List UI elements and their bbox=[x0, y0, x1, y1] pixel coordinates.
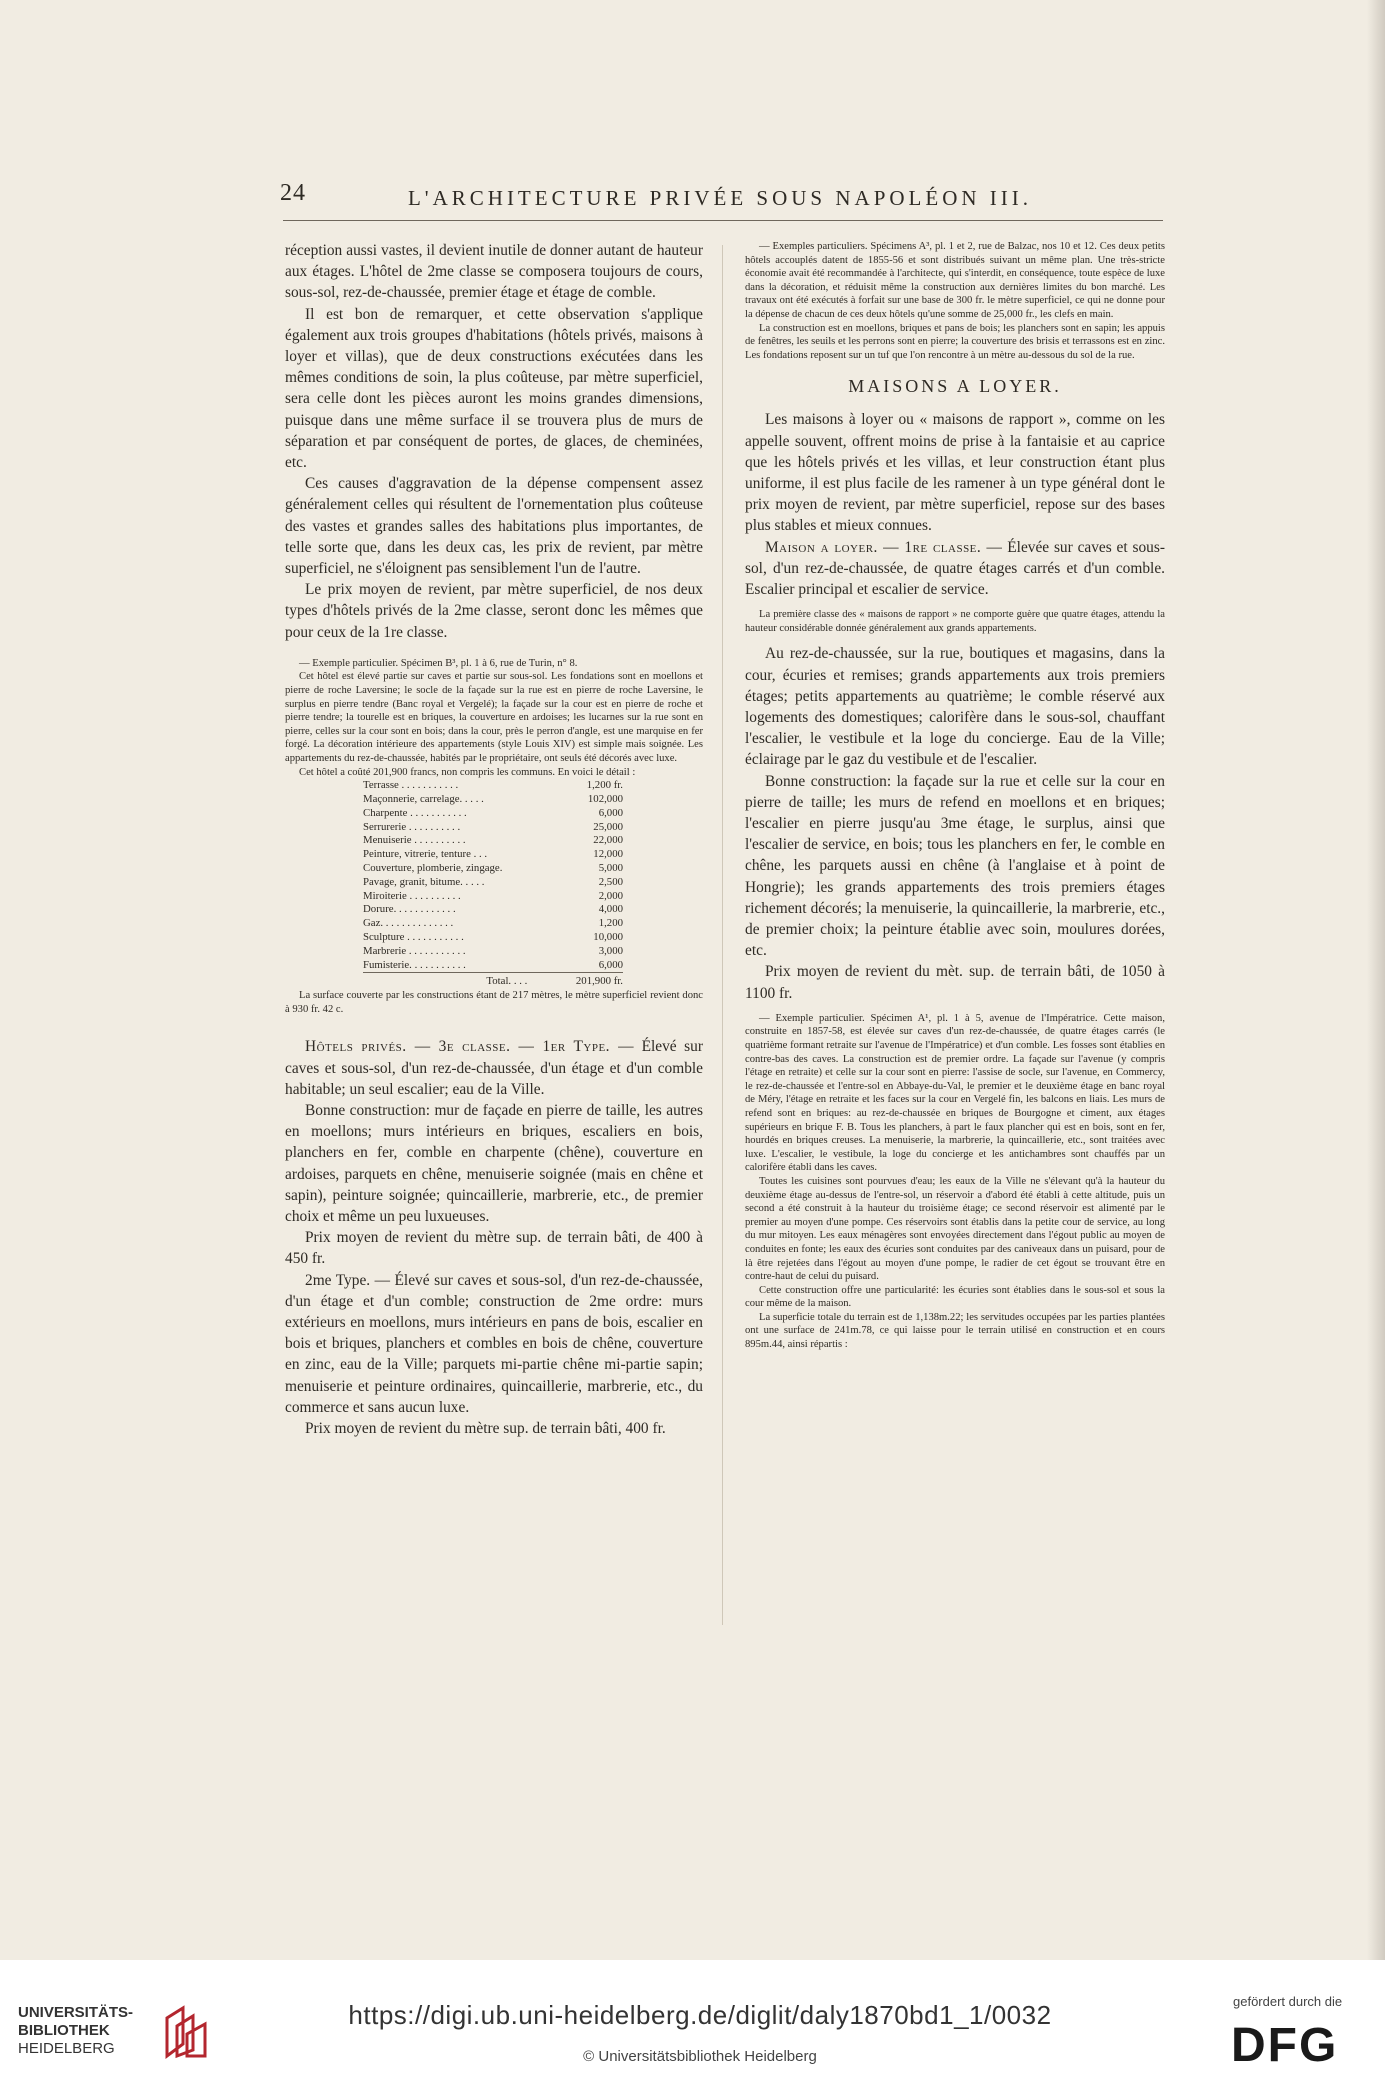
paragraph: Au rez-de-chaussée, sur la rue, boutiques et magasins, dans la cour, écuries et remises; grands appartements aux trois premiers étages; petits appartements au quatrième; le comble réservé aux logements des domestiques; calorifère dans le sous-sol, chauffant l'escalier, le vestibule et la loge du concierge. Eau de la Ville; éclairage par le gaz du vestibule et de l'escalier. bbox=[745, 645, 1165, 769]
cost-item-label: Serrurerie . . . . . . . . . . bbox=[363, 820, 461, 833]
library-name bbox=[18, 2004, 133, 2058]
cost-row bbox=[363, 917, 623, 931]
page-header bbox=[280, 180, 1160, 216]
library-emblem-icon bbox=[163, 2004, 209, 2060]
cost-row bbox=[363, 959, 623, 973]
example-note: Cette construction offre une particularité: les écuries sont établies dans le sous-sol et sous la cour même de la maison. bbox=[745, 1284, 1165, 1310]
column-divider bbox=[722, 245, 723, 1625]
cost-item-label: Couverture, plomberie, zingage. bbox=[363, 861, 503, 874]
example-note: Cet hôtel est élevé partie sur caves et partie sur sous-sol. Les fondations sont en moellons et pierre de roche Laversine; le socle de la façade sur la rue est en pierre de roche Laversine, le surplus en pierre tendre (Banc royal et Vergelé); la façade sur la cour est en pierre de roche et pierre tendre; la tourelle est en briques, la couverture en ardoises; les lucarnes sur la rue sont en pierre, celles sur la cour sont en bois; dans la cour, près le perron d'angle, est une marquise en fer forgé. La décoration intérieure des appartements (style Louis XIV) est simple mais soignée. Les appartements du rez-de-chaussée, habités par le propriétaire, ont seuls été décorés avec luxe. bbox=[285, 671, 703, 765]
header-rule bbox=[283, 220, 1163, 221]
section-lead: Maison a loyer. — 1re classe. — bbox=[765, 538, 1003, 556]
example-note: La première classe des « maisons de rapport » ne comporte guère que quatre étages, attendu la hauteur considérable donnée généralement aux grands appartements. bbox=[745, 609, 1165, 634]
paragraph: Les maisons à loyer ou « maisons de rapport », comme on les appelle souvent, offrent moins de prise à la fantaisie et au caprice que les hôtels privés et les villas, et leur construction étant plus uniforme, il est plus facile de les ramener à un type général dont le prix moyen de revient, par mètre superficiel, repose sur des bases plus stables et mieux connues. bbox=[745, 411, 1165, 535]
cost-row bbox=[363, 931, 623, 945]
viewer-footer bbox=[0, 1960, 1385, 2076]
document-url-link[interactable]: https://digi.ub.uni-heidelberg.de/diglit/daly1870bd1_1/0032 bbox=[348, 2000, 1052, 2030]
cost-item-amount: 6,000 bbox=[598, 806, 623, 819]
cost-item-label: Charpente . . . . . . . . . . . bbox=[363, 806, 467, 819]
paragraph bbox=[745, 537, 1165, 601]
cost-total-amount: 201,900 fr. bbox=[557, 973, 623, 989]
cost-item-label: Peinture, vitrerie, tenture . . . bbox=[363, 848, 488, 861]
cost-row bbox=[363, 779, 623, 793]
paragraph: 2me Type. — Élevé sur caves et sous-sol, d'un rez-de-chaussée, d'un étage et d'un comble; construction de 2me ordre: murs extérieurs en moellons, murs intérieurs en pans de bois, escalier en bois et briques, planchers et combles en bois de chêne, couverture en zinc, eau de la Ville; parquets mi-partie chêne mi-partie sapin; menuiserie et peinture ordinaires, quincaillerie, marbrerie, etc., du commerce et sans aucun luxe. bbox=[285, 1271, 703, 1416]
library-name-line: HEIDELBERG bbox=[18, 2040, 115, 2057]
cost-item-amount: 10,000 bbox=[593, 930, 623, 943]
paragraph: Prix moyen de revient du mètre sup. de terrain bâti, 400 fr. bbox=[305, 1420, 666, 1437]
cost-row bbox=[363, 876, 623, 890]
paragraph-text: Élevé sur caves et sous-sol, d'un rez-de-chaussée, d'un étage et d'un comble habitable; un seul escalier; eau de la Ville. bbox=[285, 1038, 703, 1098]
cost-item-label: Miroiterie . . . . . . . . . . bbox=[363, 889, 461, 902]
library-name-line: UNIVERSITÄTS- bbox=[18, 2004, 134, 2021]
cost-row bbox=[363, 945, 623, 959]
example-note: La superficie totale du terrain est de 1,138m.22; les servitudes occupées par les parties plantées ont une surface de 241m.78, ce qui laisse pour le terrain utilisé en construction et en cours 895m.44, ainsi répartis : bbox=[745, 1311, 1165, 1351]
example-note: Toutes les cuisines sont pourvues d'eau; les eaux de la Ville ne s'élevant qu'à la hauteur du deuxième étage au-dessus de l'entre-sol, un réservoir a d'abord été établi à cette altitude, puis un second a été construit à la hauteur du troisième étage; ce second réservoir est alimenté par le premier au moyen d'une pompe. Ces réservoirs sont établis dans la petite cour de service, au long du mur mitoyen. Les eaux ménagères sont envoyées directement dans l'égout public au moyen de conduites en fonte; les eaux des écuries sont conduites par des caniveaux dans un puisard, pour de là être rejetées dans l'égout au moyen d'une pompe, le radier de cet égout se trouvant être en contre-haut de celui du puisard. bbox=[745, 1175, 1165, 1283]
cost-item-amount: 12,000 bbox=[593, 848, 623, 861]
cost-item-amount: 3,000 bbox=[598, 944, 623, 957]
example-note: Cet hôtel a coûté 201,900 francs, non compris les communs. En voici le détail : bbox=[299, 766, 636, 778]
cost-item-label: Pavage, granit, bitume. . . . . bbox=[363, 875, 485, 888]
cost-total-row bbox=[363, 973, 623, 989]
cost-item-label: Fumisterie. . . . . . . . . . . bbox=[363, 958, 466, 971]
left-column bbox=[285, 240, 703, 1660]
cost-item-amount: 2,000 bbox=[598, 889, 623, 902]
cost-row bbox=[363, 903, 623, 917]
cost-item-label: Sculpture . . . . . . . . . . . bbox=[363, 930, 464, 943]
cost-row bbox=[363, 848, 623, 862]
paragraph bbox=[285, 1036, 703, 1100]
paragraph: Prix moyen de revient du mètre sup. de terrain bâti, de 400 à 450 fr. bbox=[285, 1229, 703, 1268]
cost-item-amount: 4,000 bbox=[598, 903, 623, 916]
section-heading: MAISONS A LOYER. bbox=[848, 376, 1062, 397]
library-logo[interactable] bbox=[18, 2004, 208, 2064]
cost-item-amount: 1,200 fr. bbox=[586, 779, 623, 792]
example-note: — Exemple particulier. Spécimen B³, pl. 1 à 6, rue de Turin, n° 8. bbox=[299, 657, 578, 669]
cost-item-amount: 6,000 bbox=[598, 958, 623, 971]
example-note: La surface couverte par les constructions étant de 217 mètres, le mètre superficiel revient donc à 930 fr. 42 c. bbox=[285, 990, 703, 1015]
cost-item-amount: 22,000 bbox=[593, 834, 623, 847]
cost-row bbox=[363, 862, 623, 876]
cost-item-label: Gaz. . . . . . . . . . . . . . bbox=[363, 917, 454, 930]
cost-item-amount: 2,500 bbox=[598, 875, 623, 888]
example-note: — Exemples particuliers. Spécimens A³, pl. 1 et 2, rue de Balzac, nos 10 et 12. Ces deux petits hôtels accouplés datent de 1855-56 et sont distribués suivant un même plan. Une très-stricte économie avait été recommandée à l'architecte, qui s'interdit, en conséquence, toute espèce de luxe dans la décoration, et réduisit même la construction aux dernières limites du bon marché. Les travaux ont été exécutés à forfait sur une base de 300 fr. le mètre superficiel, ce qui ne donne pour la dépense de chacun de ces deux hôtels qu'une somme de 25,000 fr., les clefs en main. bbox=[745, 241, 1165, 320]
cost-item-label: Menuiserie . . . . . . . . . . bbox=[363, 834, 466, 847]
funding-note: gefördert durch die bbox=[1233, 1994, 1343, 2009]
cost-item-label: Terrasse . . . . . . . . . . . bbox=[363, 779, 459, 792]
cost-total-label: Total. . . . bbox=[363, 973, 557, 989]
cost-item-amount: 5,000 bbox=[598, 861, 623, 874]
cost-row bbox=[363, 834, 623, 848]
cost-item-amount: 102,000 bbox=[587, 793, 623, 805]
paragraph: réception aussi vastes, il devient inutile de donner autant de hauteur aux étages. L'hôtel de 2me classe se composera toujours de cours, sous-sol, rez-de-chaussée, premier étage et étage de comble. bbox=[285, 242, 703, 302]
paragraph: Il est bon de remarquer, et cette observation s'applique également aux trois groupes d'habitations (hôtels privés, maisons à loyer et villas), que de deux constructions exécutées dans les mêmes conditions de soin, la plus coûteuse, par mètre superficiel, sera celle dont les pièces auront les moins grandes dimensions, puisque dans une même surface il se trouvera plus de murs de séparation et par conséquent de portes, de glaces, de cheminées, etc. bbox=[285, 305, 703, 472]
cost-item-label: Marbrerie . . . . . . . . . . . bbox=[363, 944, 466, 957]
paragraph: Prix moyen de revient du mèt. sup. de terrain bâti, de 1050 à 1100 fr. bbox=[745, 963, 1165, 1002]
cost-item-amount: 25,000 bbox=[593, 820, 623, 833]
running-title: L'ARCHITECTURE PRIVÉE SOUS NAPOLÉON III. bbox=[407, 186, 1033, 210]
cost-row bbox=[363, 821, 623, 835]
page-number: 24 bbox=[280, 180, 306, 206]
example-note: — Exemple particulier. Spécimen A¹, pl. 1 à 5, avenue de l'Impératrice. Cette maison, construite en 1857-58, est élevée sur caves d'un rez-de-chaussée, de quatre étages carrés (le quatrième formant retraite sur l'avenue de l'Impératrice) et d'un comble. Les fosses sont établies en contre-bas des caves. La construction est de premier ordre. La façade sur l'avenue (y compris l'étage en retraite) et celle sur la cour sont en pierre: l'assise de socle, sur l'avenue, en Commercy, le rez-de-chaussée et l'entre-sol en Abbaye-du-Val, le premier et le deuxième étage en banc royal de Méry, l'étage en retraite et les faces sur la cour en Vergelé fin, les balcons en liais. Les murs de refend sont en briques: au rez-de-chaussée en briques de Bourgogne et ciment, aux étages supérieurs en brique F. B. Tous les planchers, à part le faux plancher qui est en bois, sont en fer, hourdés en briques creuses. La menuiserie, la marbrerie, la quincaillerie, etc., sont traitées avec luxe. L'escalier, le vestibule, la loge du concierge et les antichambres sont chauffés par un calorifère établi dans les caves. bbox=[745, 1012, 1165, 1174]
cost-row bbox=[363, 890, 623, 904]
cost-item-label: Dorure. . . . . . . . . . . . bbox=[363, 903, 456, 916]
cost-row bbox=[363, 807, 623, 821]
paragraph: Ces causes d'aggravation de la dépense compensent assez généralement celles qui résultent de l'ornementation plus coûteuse des vastes et grandes salles des habitations plus importantes, de telle sorte que, dans les deux cas, les prix de revient, par mètre superficiel, ne s'éloignent pas sensiblement l'un de l'autre. bbox=[285, 475, 703, 578]
paragraph: Bonne construction: la façade sur la rue et celle sur la cour en pierre de taille; les murs de refend en moellons et en briques; l'escalier en pierre jusqu'au 3me étage, le surplus, ainsi que l'escalier de service, en bois; tous les planchers en fer, le comble en chêne, les parquets aussi en chêne (à l'anglaise et à point de Hongrie); les grands appartements des trois premiers étages richement décorés; la menuiserie, la quincaillerie, la marbrerie, etc., de premier choix; la peinture établie avec soin, moulures dorées, etc. bbox=[745, 772, 1165, 960]
cost-item-label: Maçonnerie, carrelage. . . . . bbox=[363, 793, 484, 805]
library-name-line: BIBLIOTHEK bbox=[18, 2022, 110, 2039]
funder-logo[interactable] bbox=[1225, 1994, 1375, 2072]
cost-item-amount: 1,200 bbox=[598, 917, 623, 930]
cost-row bbox=[363, 793, 623, 807]
right-column bbox=[745, 240, 1165, 1660]
paragraph-text: Élevée sur caves et sous-sol, d'un rez-de-chaussée, de quatre étages carrés et d'un comble. Escalier principal et escalier de service. bbox=[745, 538, 1165, 598]
cost-table bbox=[363, 779, 623, 989]
dfg-logo-text: DFG bbox=[1231, 2019, 1339, 2072]
copyright-notice: © Universitätsbibliothek Heidelberg bbox=[583, 2048, 817, 2065]
paragraph: Bonne construction: mur de façade en pierre de taille, les autres en moellons; murs intérieurs en briques, escaliers en bois, planchers en fer, comble en charpente (chêne), couverture en ardoises, parquets en chêne, menuiserie soignée (mais en chêne et sapin), peinture soignée; quincaillerie, marbrerie, etc., de premier choix et même un peu luxueuses. bbox=[285, 1101, 703, 1225]
paragraph: Le prix moyen de revient, par mètre superficiel, de nos deux types d'hôtels privés de la 2me classe, seront donc les mêmes que pour ceux de la 1re classe. bbox=[285, 581, 703, 641]
section-lead: Hôtels privés. — 3e classe. — 1er Type. — bbox=[305, 1038, 634, 1056]
example-note: La construction est en moellons, briques et pans de bois; les planchers sont en sapin; les appuis de fenêtres, les seuils et les perrons sont en pierre; la couverture des brisis et terrassons est en zinc. Les fondations reposent sur un tuf que l'on rencontre à un mètre au-dessous du sol de la rue. bbox=[745, 322, 1165, 361]
